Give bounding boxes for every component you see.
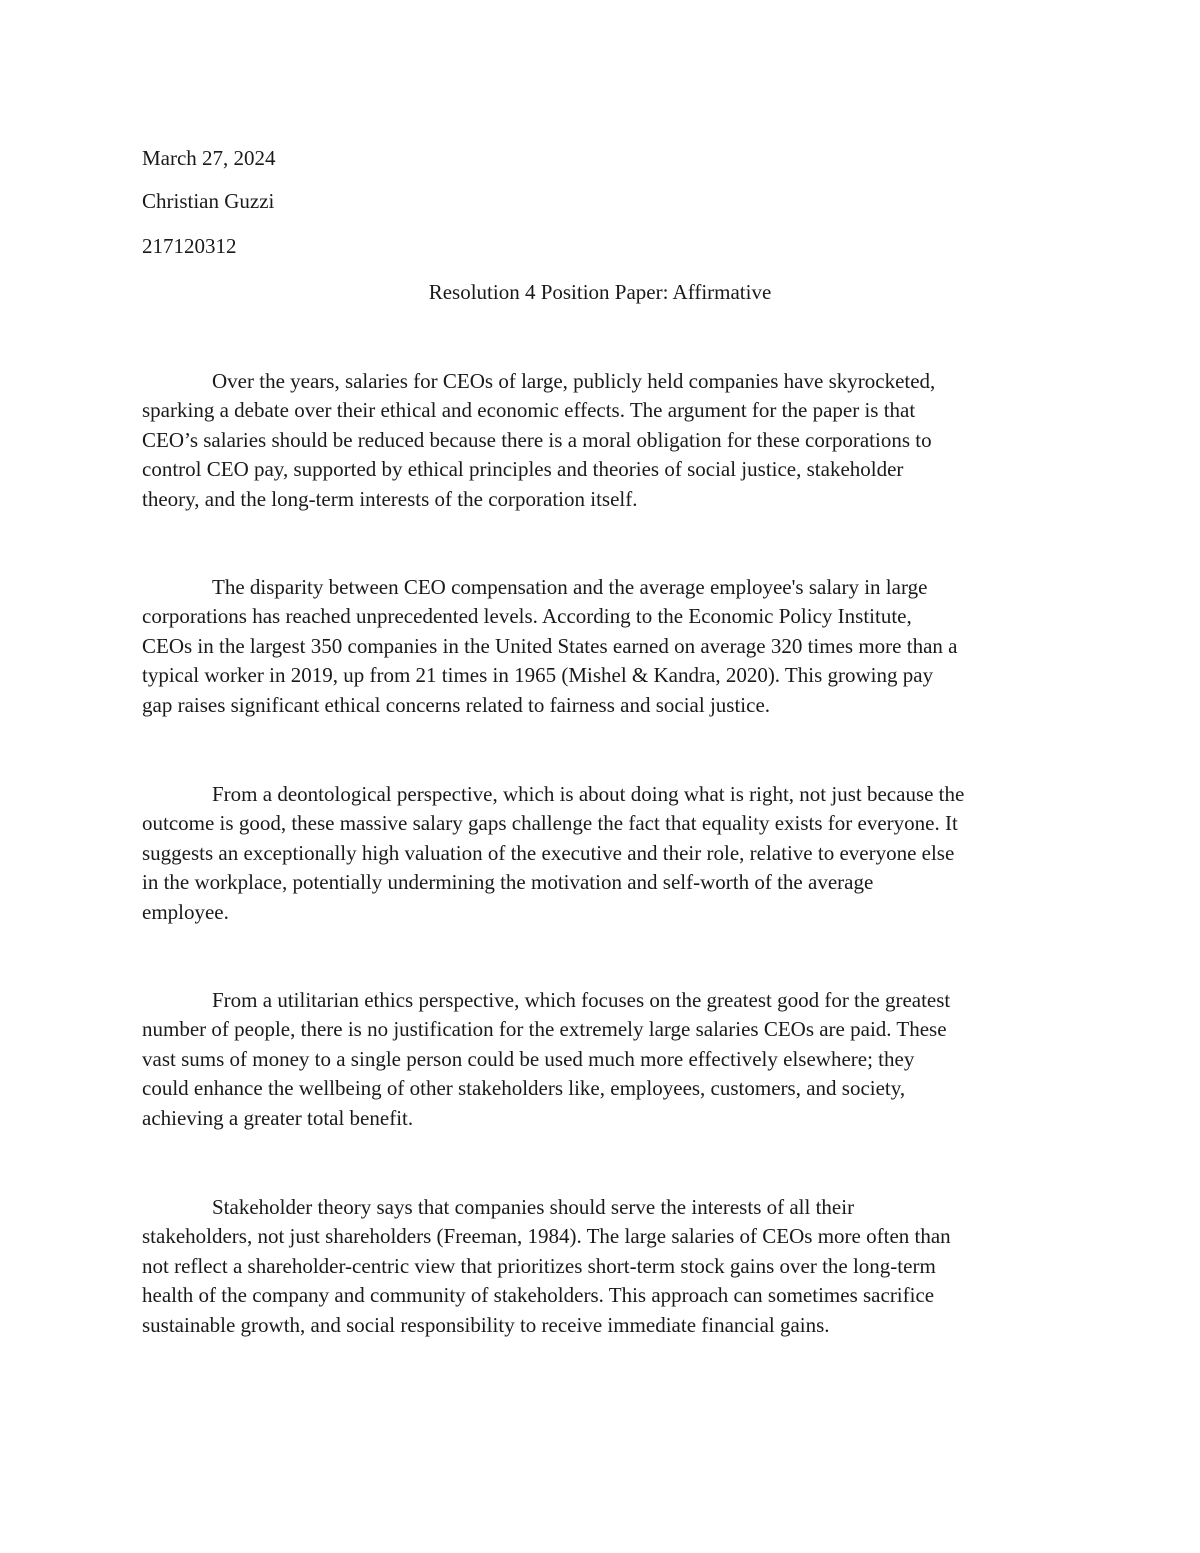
paragraph-line: Over the years, salaries for CEOs of large, publicly held companies have skyrocketed, [212, 369, 936, 393]
paragraph-line: control CEO pay, supported by ethical principles and theories of social justice, stakeholder [142, 457, 904, 482]
paragraph-line: theory, and the long-term interests of the corporation itself. [142, 486, 638, 511]
paragraph-stakeholder-theory [142, 1193, 1062, 1340]
paragraph-line: typical worker in 2019, up from 21 times in 1965 (Mishel & Kandra, 2020). This growing pay [142, 663, 934, 688]
paragraph-line: not reflect a shareholder-centric view that prioritizes short-term stock gains over the long-term [142, 1253, 936, 1278]
paragraph-line: sustainable growth, and social responsibility to receive immediate financial gains. [142, 1312, 830, 1337]
paragraph-line: stakeholders, not just shareholders (Freeman, 1984). The large salaries of CEOs more often than [142, 1224, 951, 1249]
paragraph-line: suggests an exceptionally high valuation of the executive and their role, relative to everyone else [142, 840, 955, 865]
paragraph-introduction [142, 367, 1062, 514]
paper-title: Resolution 4 Position Paper: Affirmative [428, 280, 772, 304]
date-line: March 27, 2024 [142, 146, 276, 170]
paragraph-line: From a deontological perspective, which is about doing what is right, not just because the [212, 782, 965, 806]
author-name: Christian Guzzi [142, 189, 275, 213]
paragraph-line: CEOs in the largest 350 companies in the United States earned on average 320 times more than a [142, 633, 958, 658]
paragraph-line: could enhance the wellbeing of other stakeholders like, employees, customers, and society, [142, 1076, 906, 1101]
paragraph-line: outcome is good, these massive salary gaps challenge the fact that equality exists for everyone. It [142, 811, 958, 836]
paragraph-line: gap raises significant ethical concerns related to fairness and social justice. [142, 692, 771, 717]
paragraph-line: CEO’s salaries should be reduced because there is a moral obligation for these corporations to [142, 427, 932, 452]
paragraph-line: vast sums of money to a single person could be used much more effectively elsewhere; they [142, 1046, 915, 1071]
paragraph-line: From a utilitarian ethics perspective, which focuses on the greatest good for the greatest [212, 988, 951, 1012]
paragraph-utilitarian [142, 986, 1062, 1133]
paragraph-line: The disparity between CEO compensation and the average employee's salary in large [212, 575, 928, 599]
student-id: 217120312 [142, 234, 237, 258]
paragraph-line: employee. [142, 899, 229, 924]
paragraph-pay-disparity [142, 573, 1062, 720]
paragraph-deontological [142, 780, 1062, 927]
paragraph-line: Stakeholder theory says that companies should serve the interests of all their [212, 1195, 855, 1219]
paragraph-line: in the workplace, potentially undermining the motivation and self-worth of the average [142, 870, 874, 895]
paragraph-line: health of the company and community of stakeholders. This approach can sometimes sacrifice [142, 1283, 935, 1308]
paragraph-line: sparking a debate over their ethical and economic effects. The argument for the paper is that [142, 398, 916, 423]
paragraph-line: corporations has reached unprecedented levels. According to the Economic Policy Institute, [142, 604, 912, 629]
paragraph-line: number of people, there is no justification for the extremely large salaries CEOs are paid. These [142, 1017, 947, 1042]
paragraph-line: achieving a greater total benefit. [142, 1105, 414, 1130]
